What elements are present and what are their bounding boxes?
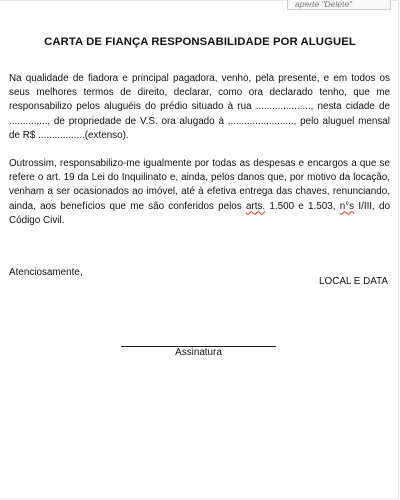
misspelled-word-arts: arts. <box>245 200 266 212</box>
paragraph-responsibility <box>9 157 390 228</box>
misspelled-word-ns: n°s <box>339 200 355 212</box>
signature-label: Assinatura <box>175 347 222 358</box>
closing-salutation: Atenciosamente, <box>9 267 83 278</box>
paragraph-guarantee: Na qualidade de fiadora e principal pagadora, venho, pela presente, e em todos os seus melhores termos de direito, declarar, como ora declarado tenho, que me responsabilizo pelos aluguéis do prédio situado à rua ...................., nesta cidade de .............., de propriedade de V.S. ora alugado à ........................, pelo aluguel mensal de R$ .................(extenso). <box>9 73 390 141</box>
delete-hint: aperte "Delete" <box>287 0 391 10</box>
paragraph-text-middle: 1.500 e 1.503, <box>265 200 340 212</box>
local-and-date: LOCAL E DATA <box>319 276 388 287</box>
paragraph-text-end: I/III, do Código Civil. <box>9 200 391 226</box>
document-title: CARTA DE FIANÇA RESPONSABILIDADE POR ALUGUEL <box>44 36 356 48</box>
paragraph-text-start: Outrossim, responsabilizo-me igualmente por todas as despesas e encargos a que se refere o art. 19 da Lei do Inquilinato e, ainda, pelos danos que, por motivo da locação, venham a ser ocasionados ao imóvel, até à efetiva entrega das chaves, renunciando, ainda, aos benefícios que me são conferidos pelos <box>9 158 390 212</box>
